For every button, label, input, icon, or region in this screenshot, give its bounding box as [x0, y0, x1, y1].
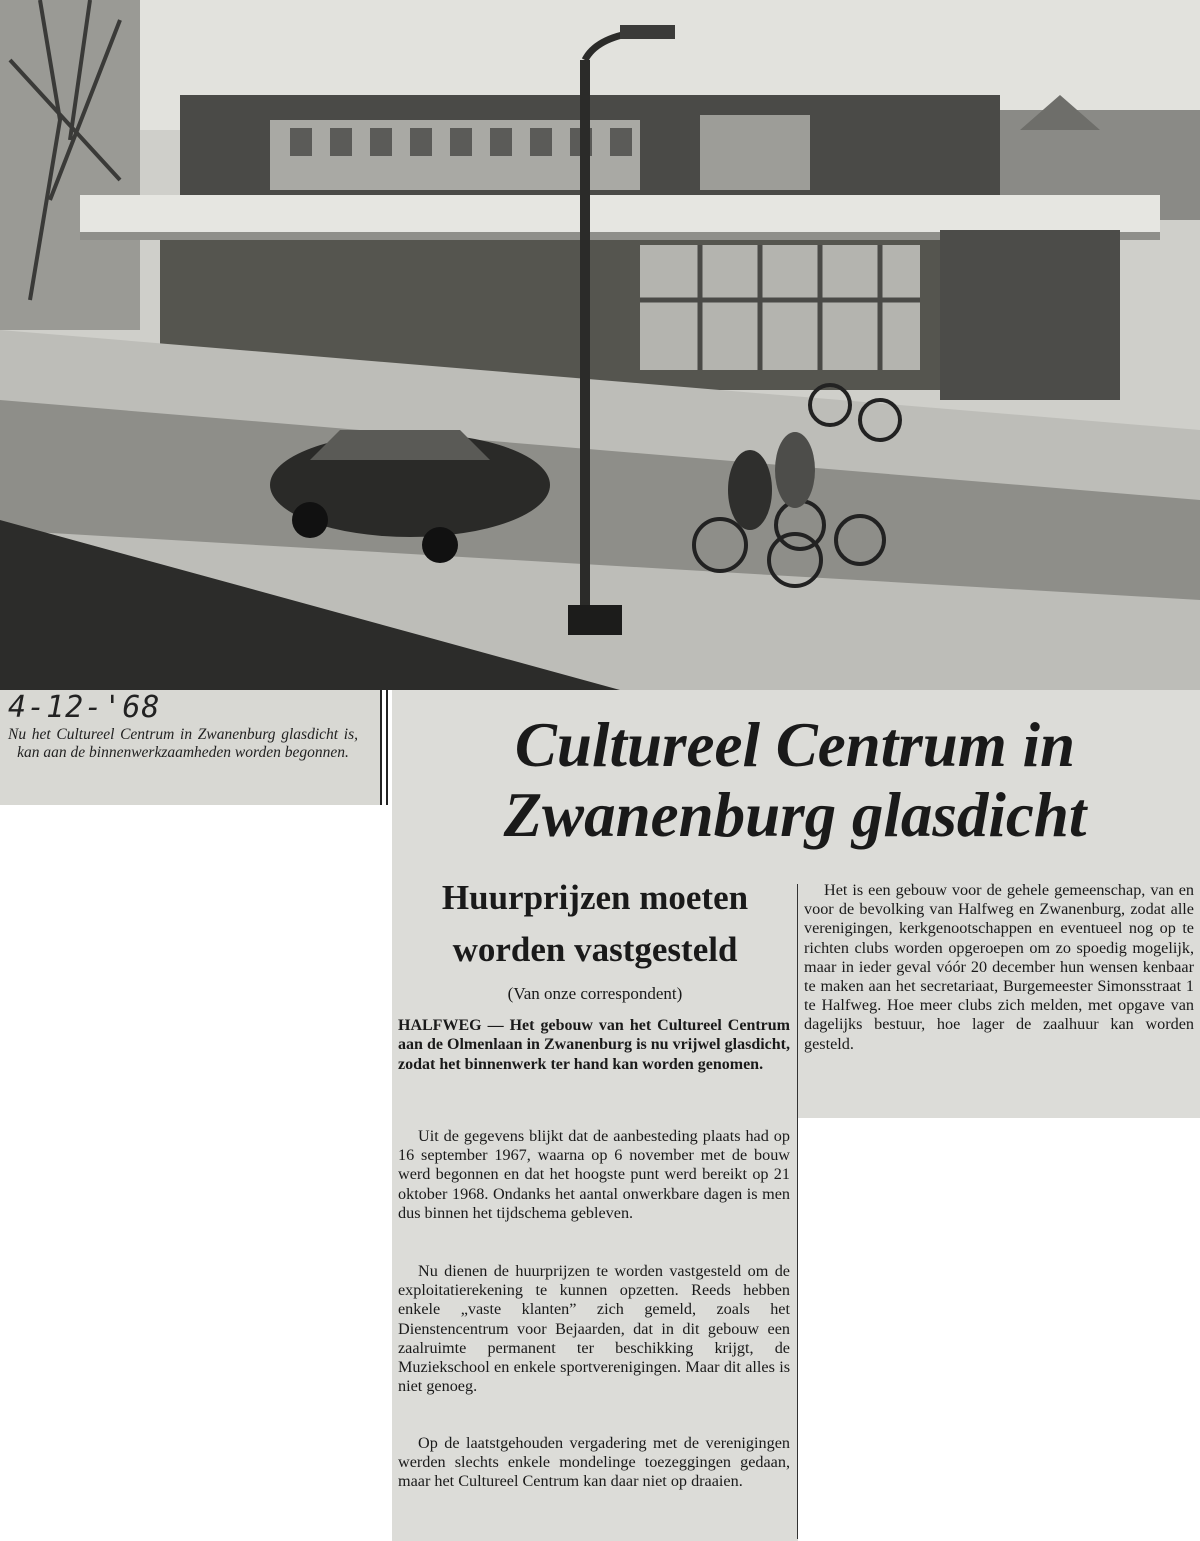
photo-caption: Nu het Cultureel Centrum in Zwanenburg glasdicht is, kan aan de binnenwerkzaamheden worden begonnen. — [8, 726, 358, 761]
subheadline: Huurprijzen moeten worden vastgesteld — [441, 878, 749, 969]
building-photo-illustration — [0, 0, 1200, 690]
byline: (Van onze correspondent) — [507, 984, 683, 1003]
body-paragraph: Het is een gebouw voor de gehele gemeenschap, van en voor de bevolking van Halfweg en Zwanenburg, zodat alle verenigingen, kerkgenootschappen en eventueel nog op te richten clubs worden opgeroepen om zo spoedig mogelijk, maar in ieder geval vóór 20 december hun wensen kenbaar te maken aan het secretariaat, Burgemeester Simonsstraat 1 te Halfweg. Hoe meer clubs zich melden, met opgave van dagelijks bestuur, hoe lager de zaalhuur kan worden gesteld. — [804, 881, 1194, 1053]
news-photo — [0, 0, 1200, 690]
body-paragraph: Nu dienen de huurprijzen te worden vastgesteld om de exploitatierekening te kunnen opzetten. Reeds hebben enkele „vaste klanten” zich gemeld, zoals het Dienstencentrum voor Bejaarden, dat in dit gebouw een zaalruimte permanent ter beschikking krijgt, de Muziekschool en enkele sportverenigingen. Maar dit alles is niet genoeg. — [398, 1262, 790, 1396]
headline: Cultureel Centrum in Zwanenburg glasdicht — [503, 710, 1087, 850]
caption-rule — [380, 690, 382, 805]
handwritten-date: 4-12-'68 — [8, 690, 161, 725]
body-paragraph: Uit de gegevens blijkt dat de aanbesteding plaats had op 16 september 1967, waarna op 6 november met de bouw werd begonnen en dat het hoogste punt werd bereikt op 21 oktober 1968. Ondanks het aantal onwerkbare dagen is men dus binnen het tijdschema gebleven. — [398, 1127, 790, 1222]
caption-rule — [386, 690, 388, 805]
lead-paragraph: HALFWEG — Het gebouw van het Cultureel Centrum aan de Olmenlaan in Zwanenburg is nu vrijwel glasdicht, zodat het binnenwerk ter hand kan worden genomen. — [398, 1017, 790, 1073]
column-divider — [797, 884, 798, 1539]
body-paragraph: Op de laatstgehouden vergadering met de verenigingen werden slechts enkele mondelinge toezeggingen gedaan, maar het Cultureel Centrum kan daar niet op draaien. — [398, 1434, 790, 1491]
